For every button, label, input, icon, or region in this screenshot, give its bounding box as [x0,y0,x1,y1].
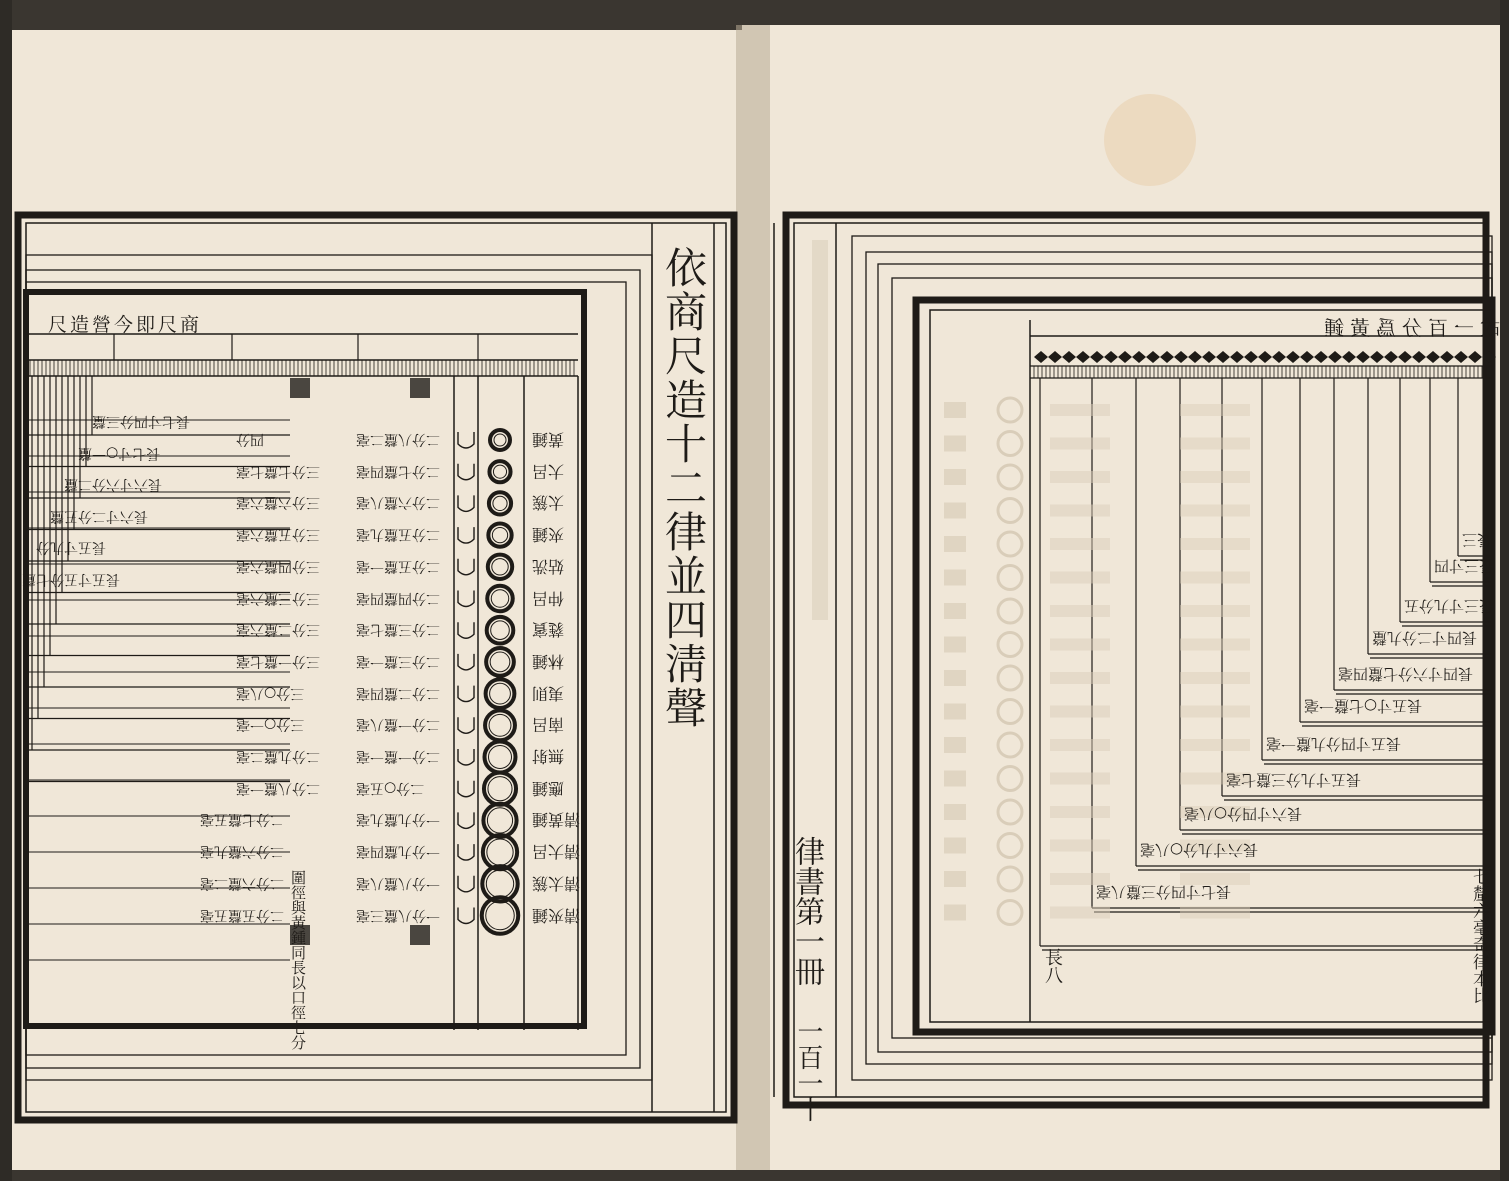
pitch-label: 夾鍾 [532,525,565,545]
right-edge [1500,0,1509,1181]
measurement-a: 二分七釐四毫 [356,462,440,479]
seal-mark [290,378,310,398]
pitch-label: 林鍾 [532,651,565,671]
measurement-b: 二分八釐一毫 [236,779,320,796]
pitch-label: 無射 [532,747,565,766]
right-bar-label: 長三 [1462,531,1493,549]
left-bar-label: 長六寸六分二釐 [64,476,162,492]
ghost-label [944,670,966,686]
measurement-a: 一分八釐八毫 [356,874,440,891]
measurement-b: 二分五釐五毫 [200,906,284,923]
right-bar-label: 長五寸九分三釐七毫 [1226,771,1362,789]
pitch-label: 淸大呂 [532,842,581,862]
right-page-number: 一百一十 [793,1018,823,1122]
pitch-label: 淸太簇 [532,873,581,893]
measurement-a: 二分四釐四毫 [356,589,440,606]
measurement-b: 三分四釐六毫 [236,557,320,574]
ghost-text [1180,438,1250,450]
left-title: 依商尺造十二律並四淸聲 [659,246,708,730]
ghost-label [944,503,966,519]
measurement-b: 二分九釐二毫 [236,748,320,764]
ghost-text [1180,739,1250,751]
right-paper [742,25,1502,1170]
measurement-a: 二分三釐一毫 [356,652,440,669]
left-note: 圍徑與黃鍾同長以口徑七分 [289,870,307,1050]
measurement-b: 三分六釐六毫 [236,494,320,511]
ghost-text [1050,471,1110,483]
ghost-text [1050,505,1110,517]
right-foot-title: 律書第一冊 [789,836,824,986]
pitch-label: 應鍾 [532,778,565,798]
pitch-label: 姑洗 [532,556,565,576]
ghost-text [1180,639,1250,651]
pitch-label: 黃鍾 [532,430,565,449]
measurement-a: 一分九釐九毫 [356,811,440,828]
measurement-b: 二分六釐二毫 [200,874,284,891]
ghost-text [1180,672,1250,684]
measurement-a: 二分二釐四毫 [356,684,440,701]
ghost-text [1050,907,1110,919]
ghost-text [1180,404,1250,416]
ghost-text [1050,672,1110,684]
right-bar-label: 長五寸○七釐一毫 [1304,697,1423,715]
left-header-cell: 即 [136,314,156,336]
measurement-a: 二分五釐一毫 [356,557,440,574]
ghost-text [1050,806,1110,818]
right-bar-label: 長五寸四分九釐一毫 [1266,735,1402,753]
measurement-b: 三分○八毫 [236,684,305,701]
pitch-label: 仲呂 [532,588,565,608]
ghost-label [944,570,966,586]
ghost-text [1050,572,1110,584]
ghost-label [944,804,966,820]
measurement-a: 二分六釐八毫 [356,494,440,511]
measurement-a: 二分三釐七毫 [356,621,440,638]
left-header-cell: 營 [92,314,112,336]
ghost-label [944,737,966,753]
measurement-b: 三分一釐七毫 [236,652,320,669]
right-bar-label: 長六寸九分○八毫 [1140,841,1259,859]
ghost-label [944,536,966,552]
measurement-b: 三分○一毫 [236,716,305,733]
ghost-label [944,704,966,720]
ghost-text [1180,907,1250,919]
ghost-label [944,637,966,653]
measurement-a: 二分○五毫 [356,779,425,796]
measurement-b: 三分七釐七毫 [236,462,320,479]
ghost-text [1050,773,1110,785]
right-bar-label: 長三寸九分五 [1404,597,1495,615]
measurement-b: 二分七釐五毫 [200,811,284,828]
gutter-shadow [736,25,770,1170]
ghost-text [1180,505,1250,517]
ghost-text [1050,739,1110,751]
ghost-text [1180,471,1250,483]
left-header-cell: 今 [114,314,134,336]
ghost-title [812,240,828,620]
pitch-label: 大呂 [532,461,565,481]
ghost-text [1050,605,1110,617]
measurement-b: 二分六釐九毫 [200,843,284,860]
pitch-label: 淸黃鍾 [532,810,581,830]
measurement-a: 二分五釐九毫 [356,526,440,543]
right-bar-label: 長六寸四分○八毫 [1184,805,1303,823]
pitch-label: 淸夾鍾 [532,905,581,925]
left-bar-label: 長五寸九分 [36,539,106,555]
right-bar-label: 長三寸四 [1434,557,1495,575]
right-bar-label: 長七寸四分三釐八毫 [1096,883,1232,901]
left-header-cell: 商 [180,314,200,336]
left-header-cell: 尺 [158,314,178,336]
ghost-text [1180,538,1250,550]
left-bar-label: 長七寸四分三釐 [92,413,190,429]
ghost-text [1050,538,1110,550]
foxing-stain [1104,94,1196,186]
ghost-label [944,469,966,485]
ghost-label [944,603,966,619]
right-header: 故一百分爲黃鍾 [1318,316,1500,340]
ghost-text [1050,639,1110,651]
left-bar-label: 長七寸○一釐 [78,444,161,461]
left-bar-label: 長五寸五分七釐 [22,570,120,587]
ghost-label [944,838,966,854]
measurement-b: 三分三釐六毫 [236,589,320,606]
measurement-b: 三分二釐六毫 [236,621,320,638]
measurement-a: 一分九釐四毫 [356,843,440,860]
ghost-text [1050,706,1110,718]
pitch-label: 太簇 [532,493,565,513]
measurement-a: 一分八釐三毫 [356,906,440,923]
ghost-label [944,436,966,452]
ghost-label [944,771,966,787]
ghost-text [1180,605,1250,617]
ghost-label [944,905,966,921]
pitch-label: 蕤賓 [532,620,565,640]
measurement-a: 二分一釐八毫 [356,716,440,733]
seal-mark [410,378,430,398]
ghost-text [1050,840,1110,852]
measurement-a: 二分一釐一毫 [356,748,440,764]
measurement-b: 四分 [236,431,264,447]
ghost-label [944,871,966,887]
ghost-text [1050,438,1110,450]
left-header-cell: 尺 [48,314,68,336]
pitch-label: 夷則 [532,683,565,703]
pitch-label: 南呂 [532,715,565,735]
measurement-b: 三分五釐六毫 [236,526,320,543]
measurement-a: 二分八釐二毫 [356,431,440,447]
right-bar-label: 長四寸二分九釐 [1372,629,1478,647]
left-edge [0,0,12,1181]
right-chi-label: 長八 [1042,948,1063,984]
ghost-text [1180,572,1250,584]
right-bar-label: 長四寸六分七釐四毫 [1338,665,1474,683]
right-note: 七釐六毫奇律本比 [1469,868,1489,1004]
seal-mark [410,925,430,945]
ghost-label [944,402,966,418]
left-header-cell: 造 [70,314,90,336]
ghost-text [1050,404,1110,416]
ghost-text [1180,706,1250,718]
left-bar-label: 長六寸二分五釐 [50,507,148,524]
